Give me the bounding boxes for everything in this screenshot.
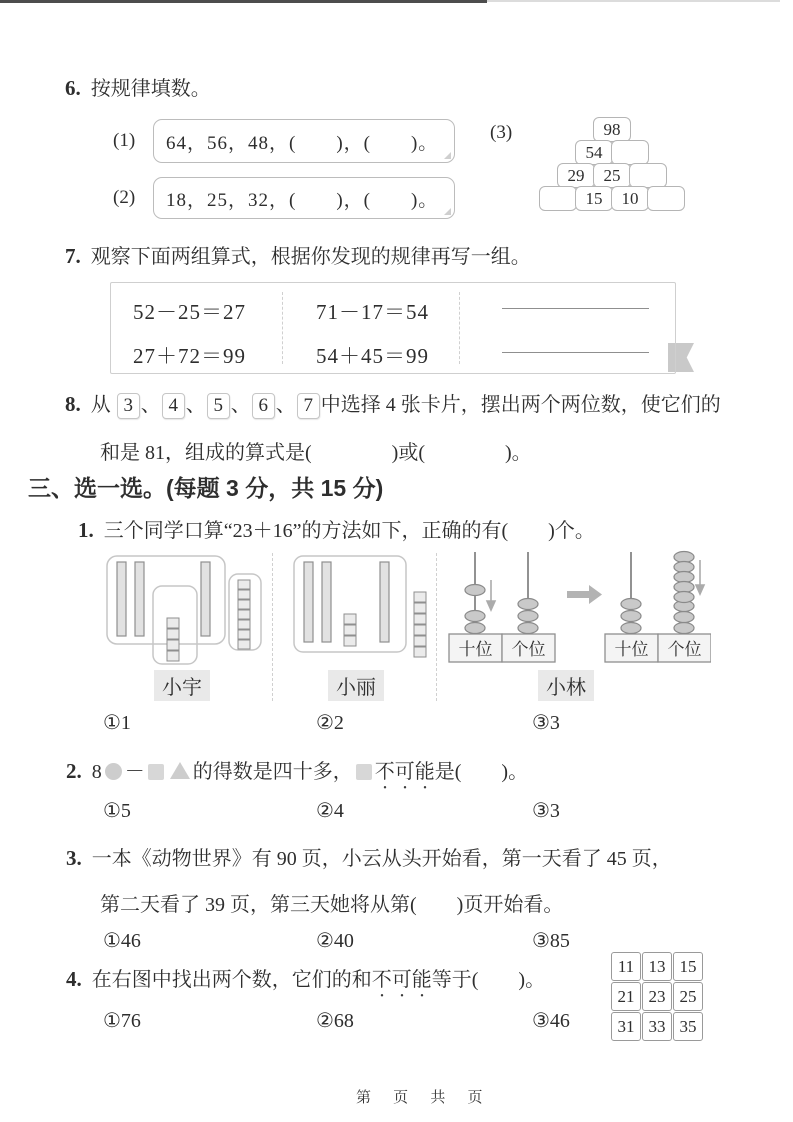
section3-title: 三、选一选。(每题 3 分，共 15 分): [28, 475, 384, 501]
pyramid-cell: 15: [575, 186, 613, 211]
q8-number: 8.: [65, 392, 81, 416]
q6-item2-box[interactable]: [153, 177, 455, 219]
number-card: 7: [297, 393, 320, 419]
pyramid-cell: 29: [557, 163, 595, 188]
number-card: 5: [207, 393, 230, 419]
s3q4-option-2[interactable]: ②68: [316, 1010, 354, 1032]
card-separator: 、: [230, 394, 251, 416]
s3q3-heading-line2: 第二天看了 39 页，第三天她将从第( )页开始看。: [100, 894, 564, 916]
page-footer: 第 页 共 页: [356, 1089, 492, 1106]
q6-item3-label: (3): [490, 122, 513, 143]
number-card: 6: [252, 393, 275, 419]
q6-item2-label: (2): [113, 187, 136, 208]
s3q4-option-3[interactable]: ③46: [532, 1010, 570, 1032]
s3q1-option-2[interactable]: ②2: [316, 712, 344, 734]
q6-item1-label: (1): [113, 130, 136, 151]
q7-eq-1b: 27＋72＝99: [133, 344, 246, 368]
s3q1-option-3[interactable]: ③3: [532, 712, 560, 734]
card-separator: 、: [140, 394, 161, 416]
q6-heading: [65, 72, 211, 101]
pyramid-cell: 98: [593, 117, 631, 142]
q6-item2-sequence: 18，25，32，( )，( )。: [166, 189, 439, 211]
s3q2-option-3[interactable]: ③3: [532, 800, 560, 822]
student-name-label: 小林: [538, 670, 594, 701]
ones-label: 个位: [511, 640, 546, 659]
q6-number: 6.: [65, 76, 81, 100]
q8-heading-line1: [65, 388, 721, 419]
grid-cell: 13: [642, 952, 672, 981]
corner-fold-icon: [444, 152, 451, 159]
s3q4-heading: [66, 963, 545, 1002]
s3q1-heading: [78, 514, 595, 543]
tens-label: 十位: [614, 640, 649, 659]
s3q2-option-2[interactable]: ②4: [316, 800, 344, 822]
s3q4-option-1[interactable]: ①76: [103, 1010, 141, 1032]
right-arrow-icon: [567, 585, 602, 604]
q6-item1-sequence: 64，56，48，( )，( )。: [166, 132, 439, 154]
s3q2-text-2: 的得数是四十多，: [192, 761, 353, 783]
xiaoyu-blocks-figure: [95, 552, 270, 670]
q6-title: 按规律填数。: [90, 78, 211, 100]
square-icon: [148, 764, 164, 780]
pyramid-cell: 54: [575, 140, 613, 165]
q8-text-mid: 中选择 4 张卡片，摆出两个两位数，使它们的: [320, 394, 721, 416]
panel-divider: [272, 553, 273, 701]
panel-divider: [436, 553, 437, 701]
q8-heading-line2: 和是 81，组成的算式是( )或( )。: [100, 442, 532, 464]
s3q1-number: 1.: [78, 518, 94, 542]
q7-heading: [65, 240, 531, 269]
scan-edge-line-light: [487, 0, 780, 2]
q7-number: 7.: [65, 244, 81, 268]
tens-rods: [117, 562, 210, 636]
s3q1-option-1[interactable]: ①1: [103, 712, 131, 734]
s3q3-text-line1: 一本《动物世界》有 90 页，小云从头开始看，第一天看了 45 页，: [91, 848, 672, 870]
scan-edge-line-dark: [0, 0, 487, 3]
grid-cell: 35: [673, 1012, 703, 1041]
s3q3-heading-line1: [66, 842, 672, 871]
pyramid-cell: 10: [611, 186, 649, 211]
pyramid-cell-blank[interactable]: [539, 186, 577, 211]
s3q4-text-pre: 在右图中找出两个数，它们的和: [91, 969, 372, 991]
s3q4-emphasized-text: 不可能: [371, 969, 432, 991]
q7-equations-box: [110, 282, 676, 374]
q7-eq-2b: 54＋45＝99: [316, 344, 429, 368]
card-separator: 、: [185, 394, 206, 416]
s3q3-option-3[interactable]: ③85: [532, 930, 570, 952]
q7-eq-2a: 71－17＝54: [316, 300, 429, 324]
student-name-label: 小宇: [154, 670, 210, 701]
grid-cell: 21: [611, 982, 641, 1011]
s3q3-number: 3.: [66, 846, 82, 870]
minus-sign: －: [124, 761, 145, 783]
s3q2-option-1[interactable]: ①5: [103, 800, 131, 822]
tens-label: 十位: [458, 640, 493, 659]
grid-cell: 25: [673, 982, 703, 1011]
ones-label: 个位: [667, 640, 702, 659]
xiaolin-abacus-figure: [443, 550, 711, 668]
grid-cell: 33: [642, 1012, 672, 1041]
pyramid-cell-blank[interactable]: [629, 163, 667, 188]
grid-cell: 31: [611, 1012, 641, 1041]
s3q3-option-2[interactable]: ②40: [316, 930, 354, 952]
pyramid-cell-blank[interactable]: [647, 186, 685, 211]
pyramid-cell: 25: [593, 163, 631, 188]
square-icon: [356, 764, 372, 780]
xiaoli-blocks-figure: [288, 552, 438, 670]
s3q1-title: 三个同学口算“23＋16”的方法如下，正确的有( )个。: [103, 520, 595, 542]
s3q2-text-1: 8: [91, 761, 102, 783]
pyramid-cell-blank[interactable]: [611, 140, 649, 165]
s3q2-heading: [66, 755, 528, 794]
s3q3-option-1[interactable]: ①46: [103, 930, 141, 952]
triangle-icon: [170, 762, 190, 779]
number-card: 3: [117, 393, 140, 419]
grid-cell: 23: [642, 982, 672, 1011]
s3q2-emphasized-text: 不可能: [374, 761, 435, 783]
s3q4-number: 4.: [66, 967, 82, 991]
s3q4-text-post: 等于( )。: [431, 969, 546, 991]
number-card: 4: [162, 393, 185, 419]
circle-icon: [105, 763, 122, 780]
corner-fold-icon: [444, 208, 451, 215]
card-separator: 、: [275, 394, 296, 416]
q8-text-pre: 从: [90, 394, 111, 416]
number-grid: [611, 952, 703, 1041]
grid-cell: 11: [611, 952, 641, 981]
grid-cell: 15: [673, 952, 703, 981]
s3q2-number: 2.: [66, 759, 82, 783]
s3q2-text-3: 是( )。: [434, 761, 529, 783]
student-name-label: 小丽: [328, 670, 384, 701]
q7-eq-1a: 52－25＝27: [133, 300, 246, 324]
q7-title: 观察下面两组算式，根据你发现的规律再写一组。: [90, 246, 531, 268]
q6-item1-box[interactable]: [153, 119, 455, 163]
